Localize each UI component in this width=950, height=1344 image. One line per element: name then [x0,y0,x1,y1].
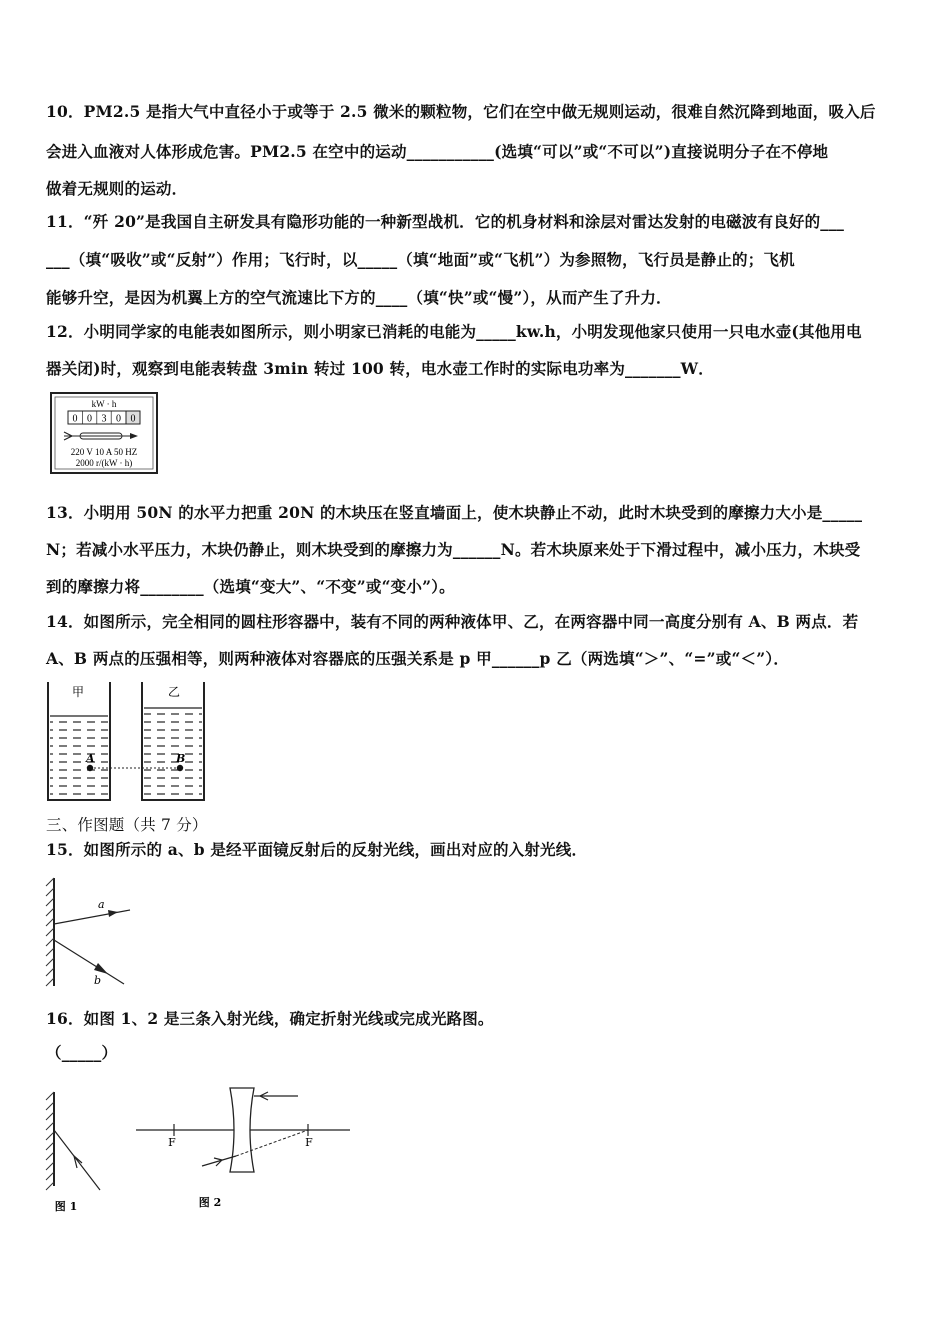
ray-b-label: b [94,974,102,987]
q10-line3: 做着无规则的运动． [46,179,188,198]
meter-digit-1: 0 [72,413,78,425]
reflected-ray-a [54,898,130,924]
fig1-caption: 图 1 [54,1200,78,1213]
q11-line3: 能够升空，是因为机翼上方的空气流速比下方的____（填“快”或“慢”），从而产生了升力． [46,288,672,307]
q14-line2: A、B 两点的压强相等，则两种液体对容器底的压强关系是 p 甲______p 乙（两选填“＞”、“=”或“＜”）． [46,649,790,668]
q15-line1: 15．如图所示的 a、b 是经平面镜反射后的反射光线，画出对应的入射光线． [46,840,588,859]
container-yi [142,682,204,800]
plane-mirror [46,878,54,986]
point-a [87,765,93,771]
q10-line2: 会进入血液对人体形成危害。PM2.5 在空中的运动___________(选填“可以”或“不可以”)直接说明分子在不停地 [46,142,829,161]
point-a-label: A [86,752,95,765]
meter-digit-5: 0 [130,413,136,425]
mirror-reflection-figure [42,874,138,990]
figure-1-mirror [40,1090,110,1220]
concave-lens [230,1088,254,1172]
figure-2-concave-lens [134,1082,356,1214]
q14-line1: 14．如图所示，完全相同的圆柱形容器中，装有不同的两种液体甲、乙，在两容器中同一高度分别有 A、B 两点．若 [46,612,859,631]
fig2-ray-top [254,1092,298,1100]
q16-answer: （_____） [46,1043,118,1062]
focus-right-label: F [305,1136,313,1149]
q10-line1: 10．PM2.5 是指大气中直径小于或等于 2.5 微米的颗粒物，它们在空中做无规则运动，很难自然沉降到地面，吸入后 [46,102,876,121]
q13-line1: 13．小明用 50N 的水平力把重 20N 的木块压在竖直墙面上，使木块静止不动，此时木块受到的摩擦力大小是_____ [46,503,863,522]
fig2-ray-bottom [202,1130,308,1166]
q12-line1: 12．小明同学家的电能表如图所示，则小明家已消耗的电能为_____kw.h，小明发现他家只使用一只电水壶(其他用电 [46,322,862,341]
electric-meter-figure [50,392,160,476]
q16-line1: 16．如图 1、2 是三条入射光线，确定折射光线或完成光路图。 [46,1009,494,1028]
meter-digit-2: 0 [87,413,92,425]
meter-spec-1: 220 V 10 A 50 HZ [70,447,138,457]
q11-line2: ___（填“吸收”或“反射”）作用；飞行时，以_____（填“地面”或“飞机”）为参照物，飞行员是静止的；飞机 [46,250,795,269]
q11-line1: 11．“歼 20”是我国自主研发具有隐形功能的一种新型战机．它的机身材料和涂层对雷达发射的电磁波有良好的___ [46,212,845,231]
q12-line2: 器关闭)时，观察到电能表转盘 3min 转过 100 转，电水壶工作时的实际电功率为_______W． [46,359,714,378]
meter-spec-2: 2000 r/(kW · h) [75,458,133,468]
meter-digit-3: 3 [101,413,107,425]
fig1-mirror [46,1092,54,1190]
point-b-label: B [176,752,186,765]
label-jia: 甲 [71,685,85,699]
q13-line3: 到的摩擦力将________（选填“变大”、“不变”或“变小”）。 [46,577,455,596]
container-jia [48,682,110,800]
point-b [177,765,183,771]
fig2-caption: 图 2 [198,1196,222,1209]
ray-a-label: a [98,898,105,911]
fig1-incident-ray [54,1130,100,1190]
meter-unit: kW · h [91,399,117,409]
q13-line2: N；若减小水平压力，木块仍静止，则木块受到的摩擦力为______N。若木块原来处于下滑过程中，减小压力，木块受 [46,540,861,559]
meter-digit-4: 0 [116,413,121,425]
liquid-containers-figure [44,678,210,804]
section-title: 三、作图题（共 7 分） [46,816,208,834]
reflected-ray-b [54,940,124,987]
focus-left-label: F [168,1136,176,1149]
label-yi: 乙 [167,685,181,699]
